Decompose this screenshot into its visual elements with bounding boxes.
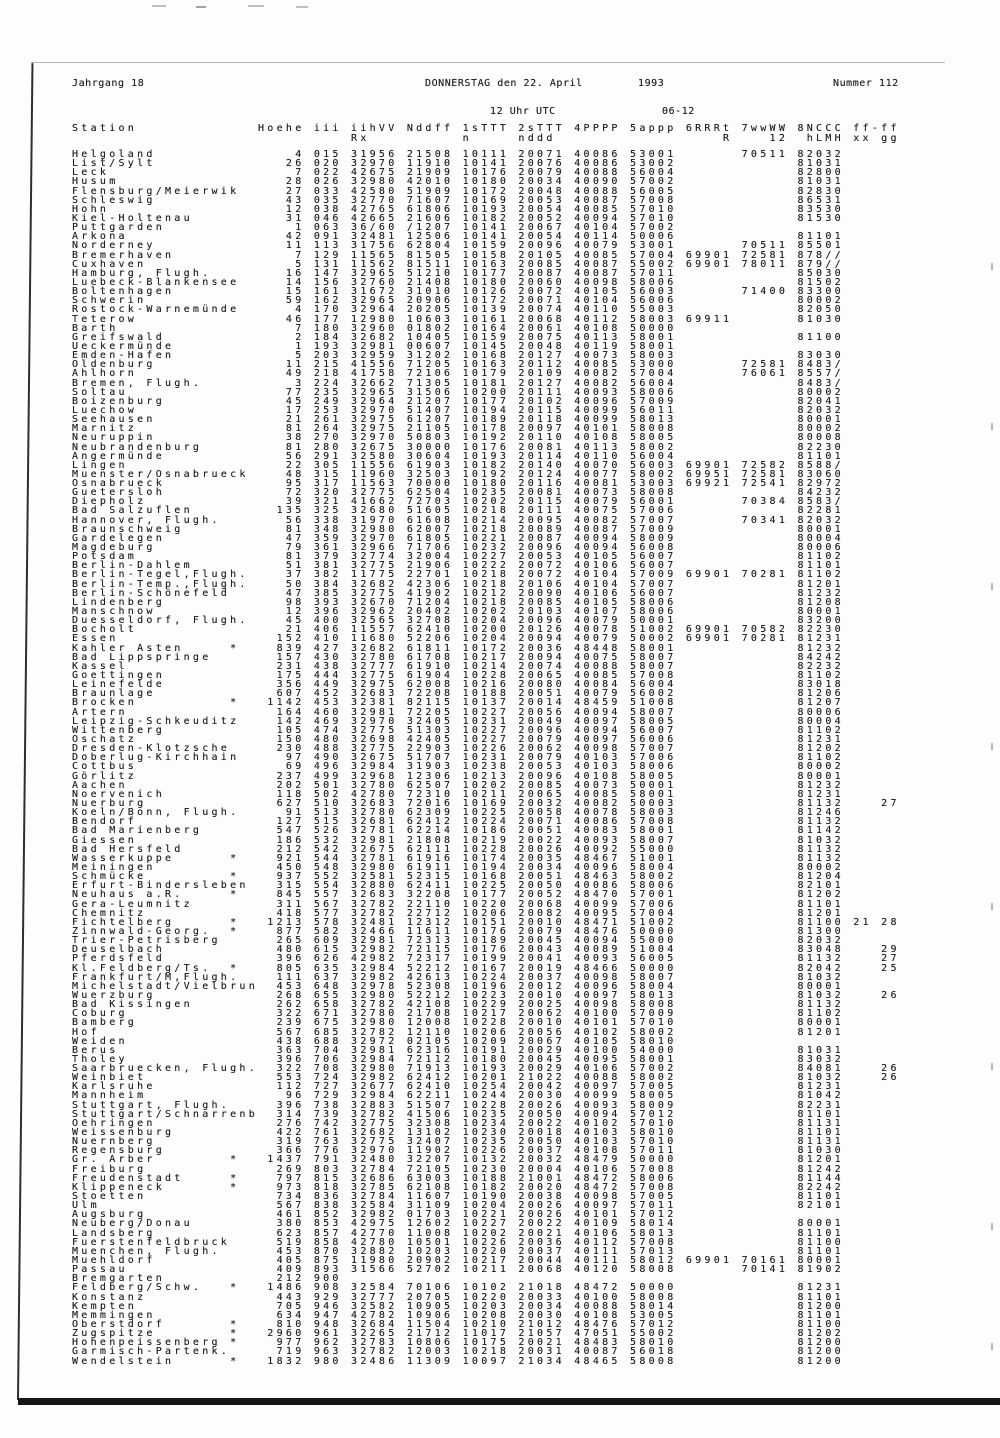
table-row: Weissenburg 422 761 32682 13102 10230 20018 40103 58010 81101 [72,1127,844,1139]
table-row: Schwerin 59 162 32965 20906 10172 20071 40104 56006 80002 [72,295,844,307]
table-row: Gera-Leumnitz 311 567 32782 22110 10220 20068 40099 57006 81101 [72,898,844,910]
weather-observation-table [72,150,900,1366]
table-column-header-secondary: Rx n nddd R 12 hLMH xx gg [72,132,900,144]
table-row: Berlin-Temp.,Flugh. 50 384 32682 42306 10218 20106 40104 57007 81201 [72,578,844,590]
table-row: Chemnitz 418 577 32782 22712 10206 20082 40095 57004 81201 [72,907,844,919]
table-row: Puttgarden 1 063 36/60 /1207 10141 20067 40104 57002 [72,222,844,234]
table-row: Erfurt-Bindersleben 315 554 32880 62411 10225 20050 40086 58006 82101 [72,880,844,892]
table-row: Bremgarten 212 900 [72,1273,844,1285]
table-row: Braunlage 607 452 32683 72208 10188 20051 40079 56002 81206 [72,688,844,700]
table-row: Coburg 322 671 32780 21708 10217 20062 40100 57009 81102 [72,1008,844,1020]
table-row: Potsdam 81 379 32774 32004 10227 20053 40105 56007 81102 [72,551,844,563]
page-frame-top-line [31,62,945,63]
table-row: Kempten 705 946 32582 10905 10203 20034 40088 58014 81200 [72,1300,844,1312]
scan-artifact [196,6,206,8]
table-row: Koeln/Bonn, Flugh. 91 513 32780 62309 10225 20058 40078 58003 81246 [72,807,844,819]
table-row: Memmingen 634 947 42782 10906 10208 20030 40108 53005 81101 [72,1309,844,1321]
table-row: Berlin-Schönefeld 47 385 32775 41902 10212 20090 40106 56007 81232 [72,587,844,599]
table-row: Lingen 22 305 11556 61903 10182 20140 40070 56003 69901 72582 8588/ [72,459,844,471]
table-row: Fuerstenfeldbruck 519 858 42780 10501 10226 20036 40112 57008 81100 [72,1236,844,1248]
table-row: Muenster/Osnabrueck 48 315 11960 32503 10192 20124 40077 58002 69951 72581 83060 [72,468,844,480]
table-row: Neuberg/Donau 380 853 42975 12602 10227 20022 40109 58014 80001 [72,1218,844,1230]
table-row: Bad Marienberg 547 526 32781 62214 10186 20051 40083 58001 81142 [72,825,844,837]
masthead-date: DONNERSTAG den 22. April [425,78,583,89]
table-row: Karlsruhe 112 727 32677 62410 10254 20042 40097 57005 81231 [72,1081,844,1093]
table-row: List/Sylt 26 020 32970 11910 10141 20076 40086 53002 81031 [72,158,844,170]
subheader-time: 12 Uhr UTC [490,106,556,117]
table-row: Artern 164 460 32981 72205 10227 20056 40094 58007 80006 [72,706,844,718]
table-row: Ahlhorn 49 218 41758 72106 10179 20109 40082 57004 76061 8557/ [72,368,844,380]
table-row: Neubrandenburg 81 280 32675 30000 10176 20081 40113 58002 82230 [72,441,844,453]
table-row: Luechow 17 253 32970 51407 10194 20115 40099 56011 82032 [72,404,844,416]
table-row: Berlin-Dahlem 51 381 32775 21906 10222 20072 40106 56007 81101 [72,560,844,572]
table-row: Brocken * 1142 453 32381 82115 10137 20014 48459 51008 81207 [72,697,844,709]
table-row: Lindenberg 98 393 32670 71204 10218 20085 40105 58006 81208 [72,596,844,608]
table-row: Flensburg/Meierwik 27 033 42580 51909 10172 20048 40088 56005 82830 [72,185,844,197]
table-row: Doberlug-Kirchhain 97 490 32675 51707 10231 20079 40103 57006 81102 [72,752,844,764]
page-frame-left-line [17,63,33,1400]
table-row: Luebeck-Blankensee 14 156 32760 21408 10180 20060 40098 58006 81502 [72,276,844,288]
table-row: Emden-Hafen 5 203 32959 31202 10168 20127 40073 58003 83030 [72,350,844,362]
table-row: Braunschweig 81 348 32980 62007 10218 20089 40087 57009 80001 [72,523,844,535]
scan-edge-tick [991,1223,993,1230]
subheader-period: 06-12 [662,106,695,117]
table-row: Nuernberg 319 763 32775 32407 10235 20050 40103 57010 81131 [72,1136,844,1148]
table-row: Kassel 231 438 32777 61910 10214 20074 40088 58007 82232 [72,660,844,672]
table-row: Bad Kissingen 262 658 32782 42108 10229 20025 40098 58008 81132 [72,999,844,1011]
table-row: Wuerzburg 268 655 32980 52212 10223 20010 40097 58013 81032 26 [72,989,900,1001]
table-row: Greifswald 2 184 32682 10405 10159 20075 40113 58001 81100 [72,331,844,343]
table-row: Gardelegen 47 359 32970 61805 10221 20087 40094 58009 80004 [72,532,844,544]
page-frame-bottom-bar [18,1398,1000,1405]
table-row: Hohenpeissenberg * 977 962 32783 10806 10175 20021 48483 58010 81200 [72,1337,844,1349]
table-row: Kahler Asten * 839 427 32682 61811 10172 20036 48448 58001 81232 [72,642,844,654]
table-row: Hamburg, Flugh. 16 147 32965 51210 10177 20087 40087 57011 85030 [72,267,844,279]
scan-edge-tick [991,423,993,430]
table-row: Wendelstein * 1832 980 32486 11309 10097 21034 48465 58008 81200 [72,1355,844,1367]
table-row: Augsburg 461 852 32982 01703 10221 20026 40101 57012 [72,1209,844,1221]
table-row: Landsberg 623 857 42770 11008 10202 20021 40106 58013 81101 [72,1227,844,1239]
table-row: Muenchen, Flugh. 453 870 32882 10203 10220 20037 40111 57013 81101 [72,1245,844,1257]
table-row: Fichtelberg * 1213 578 32481 12312 10151 20010 48471 51002 81100 21 28 [72,916,900,928]
table-row: Regensburg 366 776 32970 11902 10226 20037 40108 57011 81030 [72,1145,844,1157]
table-row: Oehringen 276 742 32775 32308 10234 20022 40102 57010 81131 [72,1117,844,1129]
table-row: Muehldorf 405 875 11980 20902 10217 20044 40111 58012 69901 70161 80001 [72,1255,844,1267]
table-row: Neuhaus a.R. * 845 557 32683 32208 10177 20052 48470 57001 81202 [72,889,844,901]
table-row: Klippeneck * 973 818 32785 62108 10182 20020 48472 57008 82242 [72,1181,844,1193]
table-row: Garmisch-Partenk. 719 963 32782 12003 10218 20031 40087 56018 81200 [72,1346,844,1358]
table-row: Nuerburg 627 510 32683 72016 10169 20032 40082 50003 81132 27 [72,797,900,809]
table-row: Mannheim 96 729 32984 62211 10244 20030 40099 58005 81042 [72,1090,844,1102]
masthead-year: 1993 [638,78,665,89]
table-row: Ueckermünde 1 193 32981 00607 10145 20048 40119 58001 [72,340,844,352]
table-row: Hohn 12 038 42765 61806 10193 20054 40085 57010 83530 [72,203,844,215]
table-row: Trier-Petrisberg 265 609 32981 72313 10189 20045 40094 55000 82032 [72,935,844,947]
scan-artifact [296,6,308,8]
table-row: Boizenburg 45 249 32964 21207 10177 20102 40096 57009 82041 [72,395,844,407]
table-row: Weiden 438 688 32972 02105 10209 20067 40105 58010 [72,1035,844,1047]
table-row: Osnabrueck 95 317 11563 70000 10180 20116 40081 53003 69921 72541 82972 [72,478,844,490]
table-row: Hannover, Flugh. 56 338 31970 61608 10214 20095 40082 57007 70341 82032 [72,514,844,526]
table-row: Neuruppin 38 270 32970 50803 10192 20110 40108 58005 80008 [72,432,844,444]
table-row: Helgoland 4 015 31956 21508 10111 20071 40086 53001 70511 82032 [72,149,844,160]
table-row: Berlin-Tegel,Flugh. 37 382 11775 22701 10218 20072 40104 57009 69901 70281 81102 [72,569,844,581]
table-row: Gr. Arber * 1437 791 32480 32207 10132 20032 48479 50000 81201 [72,1154,844,1166]
table-row: Kiel-Holtenau 31 046 42665 21606 10182 20052 40094 57010 81530 [72,212,844,224]
table-row: Teterow 46 177 12980 10603 10161 20068 40112 58003 69911 81030 [72,313,844,325]
table-row: Marnitz 81 264 32975 21105 10178 20097 40101 58008 80002 [72,423,844,435]
table-row: Husum 28 026 32980 42010 10180 20034 40090 57002 81031 [72,176,844,188]
table-row: Cottbus 69 496 32984 31903 10238 20053 40103 58006 80002 [72,761,844,773]
table-row: Dresden-Klotzsche 230 488 32775 22903 10226 20062 40098 57007 81202 [72,743,844,755]
table-row: Konstanz 443 929 32777 20705 10220 20033 40100 58008 81101 [72,1291,844,1303]
scan-edge-tick [991,1343,993,1350]
table-row: Leipzig-Schkeuditz 142 469 32970 32405 10231 20049 40097 58005 80004 [72,715,844,727]
table-row: Giessen 186 532 32981 21808 10219 20022 40093 58007 81032 [72,834,844,846]
table-row: Bocholt 21 406 11557 62410 10200 20126 40078 51002 69901 70582 82230 [72,624,844,636]
table-row: Cuxhaven 5 131 11562 81511 10163 20085 40087 55002 69901 78011 879// [72,258,844,270]
scan-edge-tick [991,1063,993,1070]
scan-edge-tick [991,583,993,590]
table-row: Ulm 567 838 32584 31109 10204 20026 40097 57011 82101 [72,1200,844,1212]
table-row: Deuselbach 480 615 32982 72115 10176 20043 40089 51004 83048 29 [72,944,900,956]
table-row: Stuttgart, Flugh. 396 738 32883 51507 10228 20026 40093 58009 82231 [72,1099,844,1111]
table-row: Leck 7 022 42675 21909 10176 20079 40088 56004 82800 [72,167,844,179]
scan-edge-tick [991,743,993,750]
table-row: Wittenberg 105 474 32775 51303 10227 20096 40094 56007 81102 [72,724,844,736]
table-row: Freudenstadt * 797 815 32686 63003 10188 21001 48472 58006 81144 [72,1172,844,1184]
table-row: Bad Lippspringe 157 430 32780 61708 10217 20094 40075 58007 84242 [72,651,844,663]
masthead-issue: Nummer 112 [833,78,899,89]
table-row: Boltenhagen 15 161 31672 31010 10126 20072 40105 56003 71400 83300 [72,286,844,298]
table-row: Zinnwald-Georg. * 877 582 32466 11611 10176 20079 48476 50000 81300 [72,925,844,937]
table-row: Aachen 202 501 32780 62507 10202 20085 40073 50001 81232 [72,779,844,791]
table-row: Kl.Feldberg/Ts. * 805 635 32984 52212 10167 20019 48466 50000 82042 25 [72,962,900,974]
scan-artifact [248,5,264,7]
table-row: Guetersloh 72 320 32775 62504 10235 20081 40073 58008 84232 [72,487,844,499]
table-row: Angermünde 56 291 32580 30604 10193 20114 40110 56004 81101 [72,450,844,462]
table-row: Bamberg 239 675 32980 12008 10228 20010 40101 57010 80001 [72,1017,844,1029]
table-row: Seehausen 21 261 32975 61207 10189 20118 40099 58013 80001 [72,414,844,426]
table-row: Bremerhaven 7 129 11565 81505 10158 20105 40085 57004 69901 72581 878// [72,249,844,261]
table-row: Freiburg 269 803 32784 72105 10230 20004 40106 57008 81242 [72,1163,844,1175]
table-column-header-primary: Station Hoehe iii iihVV Nddff 1sTTT 2sTTT 4PPPP 5appp 6RRRt 7wwWW 8NCCC ff-ff [72,123,900,134]
table-row: Duesseldorf, Flugh. 45 400 32565 32708 10204 20096 40079 50001 83200 [72,615,844,627]
table-row: Leinefelde 356 449 32975 62008 10216 20080 40084 56004 83018 [72,679,844,691]
table-row: Frankfurt/M,Flugh. 111 637 32982 42613 10224 20037 40098 58007 81032 [72,971,844,983]
table-row: Weinbiet 553 724 32982 62412 10201 21022 40088 58002 81032 26 [72,1072,900,1084]
table-row: Bad Hersfeld 212 542 32675 62111 10228 20026 40092 55000 81132 [72,843,844,855]
table-row: Michelstadt/Vielbrun 453 648 32978 52308 10196 20012 40096 58004 80001 [72,980,844,992]
table-row: Wasserkuppe * 921 544 32781 61916 10174 20035 48467 51001 81132 [72,852,844,864]
table-row: Schleswig 43 035 32770 71607 10169 20053 40087 57008 86531 [72,194,844,206]
table-row: Saarbruecken, Flugh. 322 708 32980 71913 10193 20029 40106 57002 84081 26 [72,1063,900,1075]
table-row: Noervenich 118 502 42780 72310 10211 20065 40085 58001 81231 [72,788,844,800]
table-row: Zugspitze * 2960 961 32265 21712 11017 21057 47051 55002 81202 [72,1328,844,1340]
table-row: Passau 409 893 31566 52702 10211 20068 40120 58008 70141 81902 [72,1264,844,1276]
table-row: Hof 567 685 32782 12110 10206 20056 40102 58002 81201 [72,1026,844,1038]
table-row: Berus 363 704 32981 62316 10191 20029 40100 54000 81031 [72,1044,844,1056]
table-row: Bremen, Flugh. 3 224 32662 71305 10181 20127 40082 56004 8483/ [72,377,844,389]
table-row: Soltau 77 235 32965 31506 10200 20111 40093 58006 80002 [72,386,844,398]
table-row: Görlitz 237 499 32968 12306 10213 20096 40108 58005 80001 [72,770,844,782]
masthead-volume: Jahrgang 18 [72,78,145,89]
table-row: Pferdsfeld 396 626 42982 72317 10199 20041 40093 56005 81132 27 [72,953,900,965]
table-row: Manschnow 12 396 32962 20402 10202 20103 40107 58006 80001 [72,606,844,618]
table-row: Bendorf 127 515 32681 62412 10224 20071 40086 57008 81132 [72,816,844,828]
table-row: Essen 152 410 11680 52206 10204 20094 40079 50002 69901 70281 81231 [72,633,844,645]
table-row: Stoetten 734 836 32784 11607 10190 20038 40098 57005 81101 [72,1191,844,1203]
table-row: Rostock-Warnemünde 4 170 32964 20205 10139 20074 40110 55003 82050 [72,304,844,316]
table-row: Diepholz 39 321 41662 72703 10202 20115 40079 56001 70384 8583/ [72,496,844,508]
table-row: Schmücke * 937 552 32581 52315 10168 20051 48463 58002 81204 [72,871,844,883]
table-row: Magdeburg 79 361 32966 71706 10232 20096 40094 56008 80006 [72,542,844,554]
table-row: Arkona 42 091 32481 12506 10141 20054 40114 50006 81101 [72,231,844,243]
table-row: Norderney 11 113 31756 62804 10159 20096 40079 53001 70511 85501 [72,240,844,252]
table-row: Meiningen 450 548 32980 61911 10194 20034 40096 58004 80002 [72,861,844,873]
scan-edge-tick [991,263,993,270]
table-row: Barth 7 180 32960 01802 10164 20061 40108 50000 [72,322,844,334]
table-row: Oldenburg 11 215 41556 71205 10163 20112 40085 53000 72581 8483/ [72,359,844,371]
table-row: Stuttgart/Schnarrenb 314 739 32782 41506 10235 20050 40094 57012 81101 [72,1108,844,1120]
table-row: Oberstdorf * 810 948 32684 11504 10210 21012 48476 57012 81100 [72,1319,844,1330]
scan-artifact [152,5,166,7]
table-row: Feldberg/Schw. * 1486 908 32584 70106 10102 21018 48472 50000 81231 [72,1282,844,1294]
table-row: Bad Salzuflen 135 325 32680 51605 10218 20111 40075 57006 82281 [72,505,844,517]
table-row: Oschatz 150 480 32698 42405 10227 20079 40097 56006 81231 [72,734,844,745]
table-row: Tholey 396 706 32984 72112 10180 20045 40095 58001 83032 [72,1053,844,1065]
table-row: Goettingen 175 444 32775 61904 10228 20065 40085 57008 81102 [72,670,844,682]
scan-edge-tick [991,903,993,910]
